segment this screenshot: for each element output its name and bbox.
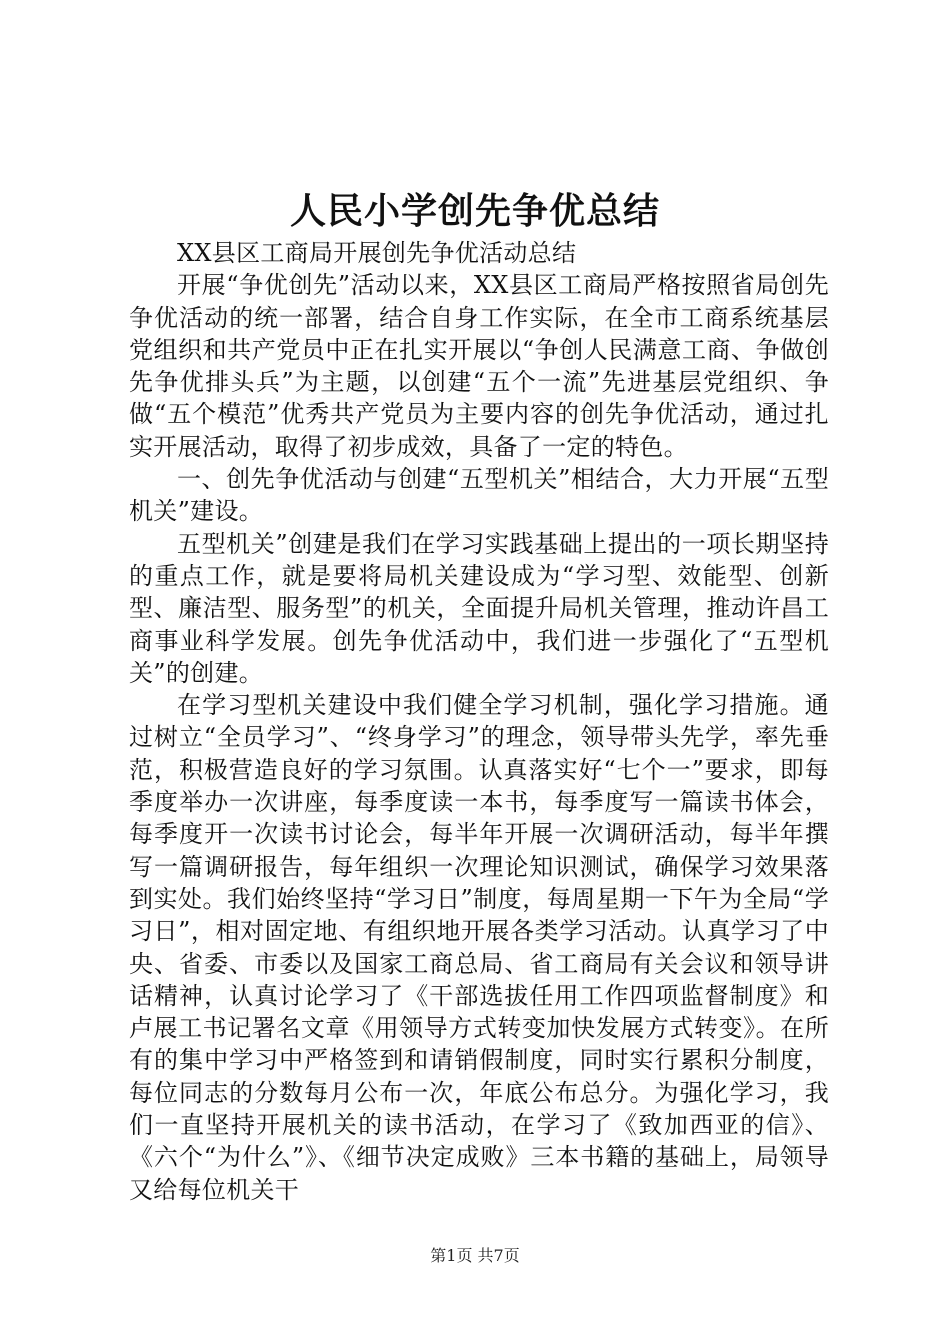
page-number-footer: 第1页 共7页 [430,1246,520,1265]
section-heading-paragraph: 一、创先争优活动与创建“五型机关”相结合，大力开展“五型机关”建设。 [129,465,829,526]
document-body [129,237,829,1206]
body-paragraph: 五型机关”创建是我们在学习实践基础上提出的一项长期坚持的重点工作，就是要将局机关建设成为“学习型、效能型、创新型、廉洁型、服务型”的机关，全面提升局机关管理，推动许昌工商事业科学发展。创先争优活动中，我们进一步强化了“五型机关”的创建。 [129,529,829,687]
body-paragraph: 在学习型机关建设中我们健全学习机制，强化学习措施。通过树立“全员学习”、“终身学习”的理念，领导带头先学，率先垂范，积极营造良好的学习氛围。认真落实好“七个一”要求，即每季度举办一次讲座，每季度读一本书，每季度写一篇读书体会，每季度开一次读书讨论会，每半年开展一次调研活动，每半年撰写一篇调研报告，每年组织一次理论知识测试，确保学习效果落到实处。我们始终坚持“学习日”制度，每周星期一下午为全局“学习日”，相对固定地、有组织地开展各类学习活动。认真学习了中央、省委、市委以及国家工商总局、省工商局有关会议和领导讲话精神，认真讨论学习了《干部选拔任用工作四项监督制度》和卢展工书记署名文章《用领导方式转变加快发展方式转变》。在所有的集中学习中严格签到和请销假制度，同时实行累积分制度，每位同志的分数每月公布一次，年底公布总分。为强化学习，我们一直坚持开展机关的读书活动，在学习了《致加西亚的信》、《六个“为什么”》、《细节决定成败》三本书籍的基础上，局领导又给每位机关干 [129,691,829,1204]
subtitle-paragraph: XX县区工商局开展创先争优活动总结 [177,239,577,267]
document-title: 人民小学创先争优总结 [289,190,660,232]
intro-paragraph: 开展“争优创先”活动以来，XX县区工商局严格按照省局创先争优活动的统一部署，结合自身工作实际，在全市工商系统基层党组织和共产党员中正在扎实开展以“争创人民满意工商、争做创先争优排头兵”为主题，以创建“五个一流”先进基层党组织、争做“五个模范”优秀共产党员为主要内容的创先争优活动，通过扎实开展活动，取得了初步成效，具备了一定的特色。 [129,271,829,461]
